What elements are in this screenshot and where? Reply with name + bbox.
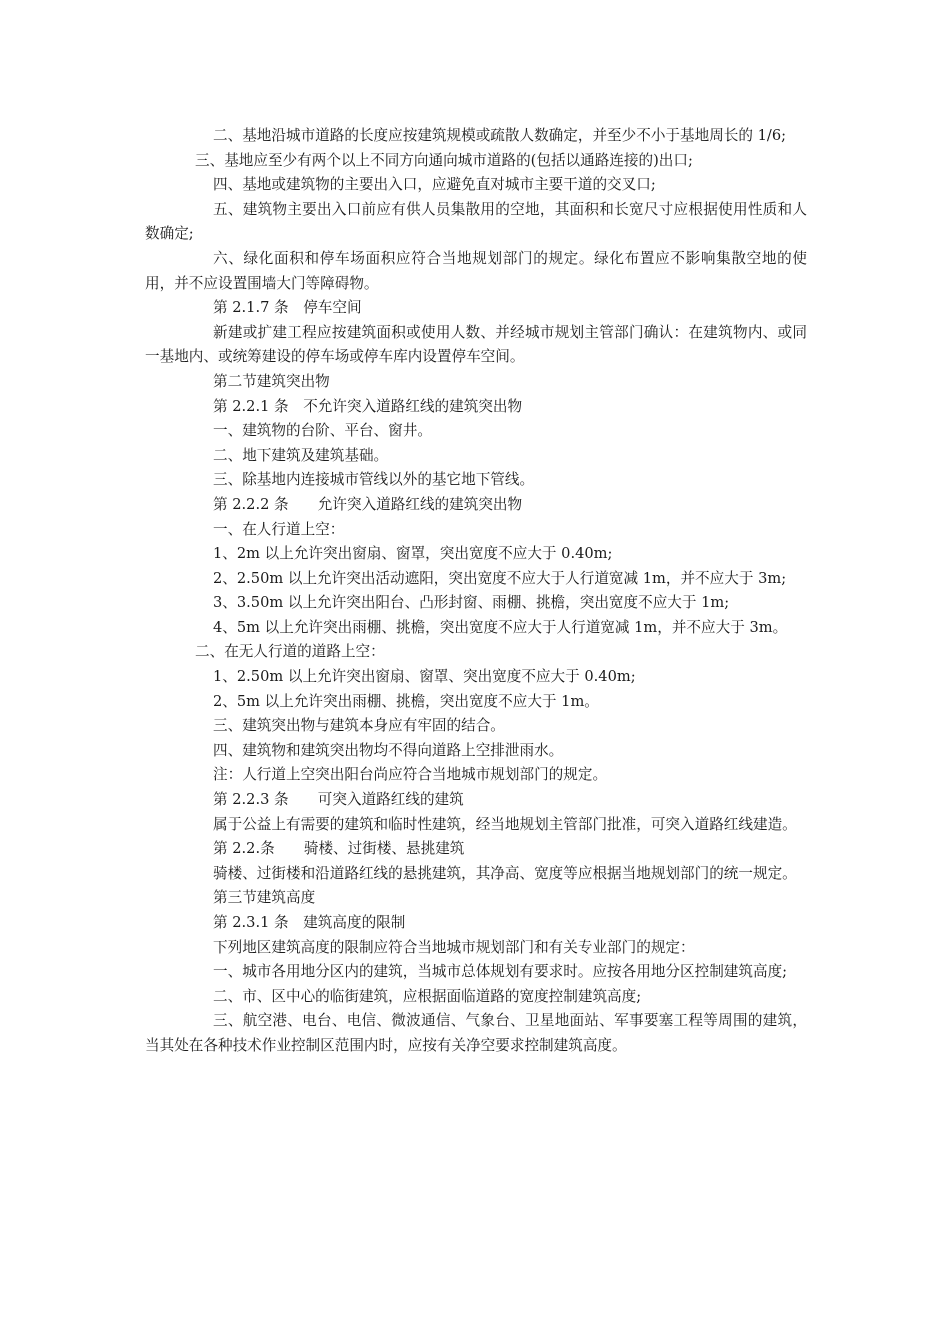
paragraph: 第三节建筑高度: [213, 889, 316, 907]
paragraph: 二、市、区中心的临街建筑，应根据面临道路的宽度控制建筑高度;: [213, 987, 642, 1005]
paragraph: 第 2.1.7 条 停车空间: [213, 299, 362, 317]
paragraph: 注：人行道上空突出阳台尚应符合当地城市规划部门的规定。: [213, 766, 608, 784]
paragraph: 第 2.2.3 条 可突入道路红线的建筑: [213, 791, 464, 809]
paragraph: 下列地区建筑高度的限制应符合当地城市规划部门和有关专业部门的规定：: [213, 938, 695, 956]
paragraph: 第 2.2.条 骑楼、过街楼、悬挑建筑: [213, 840, 465, 858]
paragraph: 2、5m 以上允许突出雨棚、挑檐，突出宽度不应大于 1m。: [213, 692, 599, 710]
paragraph: 二、基地沿城市道路的长度应按建筑规模或疏散人数确定，并至少不小于基地周长的 1/6;: [213, 127, 787, 144]
paragraph: 属于公益上有需要的建筑和临时性建筑，经当地规划主管部门批准，可突入道路红线建造。: [213, 815, 797, 833]
paragraph: 2、2.50m 以上允许突出活动遮阳，突出宽度不应大于人行道宽减 1m，并不应大于 3m;: [213, 569, 787, 587]
paragraph: 第 2.3.1 条 建筑高度的限制: [213, 914, 406, 931]
paragraph: 三、建筑突出物与建筑本身应有牢固的结合。: [213, 717, 505, 735]
paragraph: 新建或扩建工程应按建筑面积或使用人数、并经城市规划主管部门确认：在建筑物内、或同一基地内、或统筹建设的停车场或停车库内设置停车空间。: [145, 323, 807, 366]
paragraph: 3、3.50m 以上允许突出阳台、凸形封窗、雨棚、挑檐，突出宽度不应大于 1m;: [213, 594, 730, 612]
document-body: [145, 124, 807, 1059]
paragraph: 三、航空港、电台、电信、微波通信、气象台、卫星地面站、军事要塞工程等周围的建筑，当其处在各种技术作业控制区范围内时，应按有关净空要求控制建筑高度。: [145, 1012, 807, 1054]
paragraph: 1、2.50m 以上允许突出窗扇、窗罩、突出宽度不应大于 0.40m;: [213, 668, 636, 686]
paragraph: 四、基地或建筑物的主要出入口，应避免直对城市主要干道的交叉口;: [213, 176, 656, 194]
paragraph: 三、基地应至少有两个以上不同方向通向城市道路的(包括以通路连接的)出口;: [195, 151, 693, 169]
paragraph: 1、2m 以上允许突出窗扇、窗罩，突出宽度不应大于 0.40m;: [213, 545, 613, 563]
paragraph: 二、地下建筑及建筑基础。: [213, 446, 389, 464]
paragraph: 一、建筑物的台阶、平台、窗井。: [213, 422, 432, 440]
paragraph: 四、建筑物和建筑突出物均不得向道路上空排泄雨水。: [213, 741, 564, 759]
paragraph: 一、在人行道上空：: [213, 520, 345, 538]
paragraph: 五、建筑物主要出入口前应有供人员集散用的空地，其面积和长宽尺寸应根据使用性质和人数确定;: [145, 200, 807, 243]
paragraph: 二、在无人行道的道路上空：: [195, 643, 385, 661]
paragraph: 骑楼、过街楼和沿道路红线的悬挑建筑，其净高、宽度等应根据当地规划部门的统一规定。: [213, 864, 797, 882]
paragraph: 第二节建筑突出物: [213, 372, 330, 390]
paragraph: 一、城市各用地分区内的建筑，当城市总体规划有要求时。应按各用地分区控制建筑高度;: [213, 963, 788, 981]
paragraph: 第 2.2.1 条 不允许突入道路红线的建筑突出物: [213, 397, 523, 415]
paragraph: 三、除基地内连接城市管线以外的基它地下管线。: [213, 471, 535, 489]
paragraph: 4、5m 以上允许突出雨棚、挑檐，突出宽度不应大于人行道宽减 1m，并不应大于 3m。: [213, 618, 788, 636]
paragraph: 第 2.2.2 条 允许突入道路红线的建筑突出物: [213, 495, 523, 513]
paragraph: 六、绿化面积和停车场面积应符合当地规划部门的规定。绿化布置应不影响集散空地的使用，并不应设置围墙大门等障碍物。: [145, 249, 807, 292]
